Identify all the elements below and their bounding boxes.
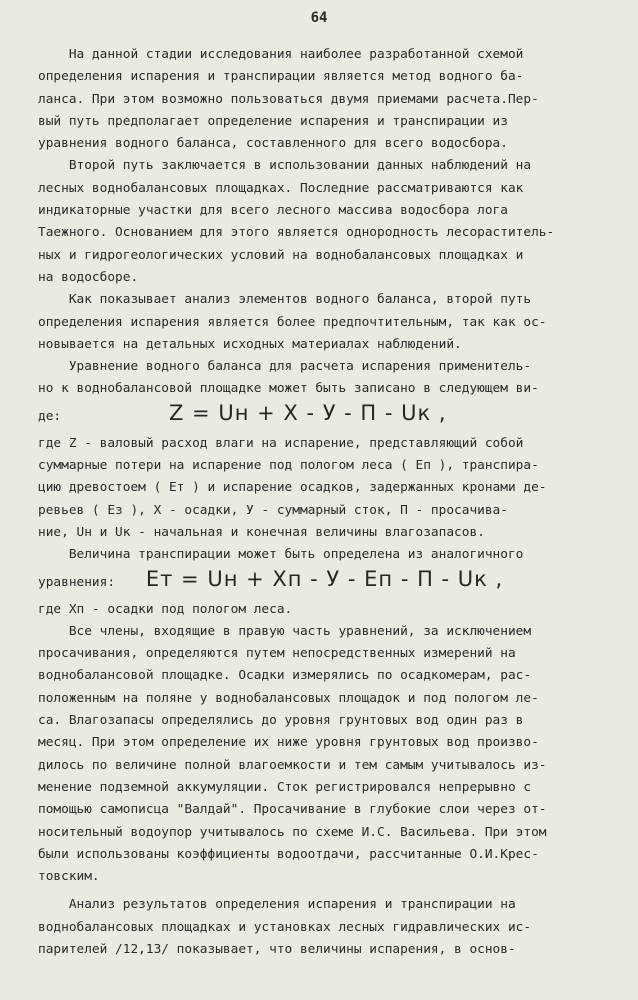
text-line: месяц. При этом определение их ниже уровня грунтовых вод произво- <box>38 735 539 751</box>
text-line: воднобалансовой площадке. Осадки измерялись по осадкомерам, рас- <box>38 668 532 684</box>
text-line: ных и гидрогеологических условий на воднобалансовых площадках и <box>38 247 524 263</box>
text-line: товским. <box>38 869 100 885</box>
text-line: Величина транспирации может быть определена из аналогичного <box>38 547 524 563</box>
text-line: где Хп - осадки под пологом леса. <box>38 601 293 617</box>
equation-prefix: уравнения: <box>38 574 116 590</box>
text-line: менение подземной аккумуляции. Сток регистрировался непрерывно с <box>38 779 532 795</box>
text-line: ревьев ( Ез ), Х - осадки, У - суммарный сток, П - просачива- <box>38 502 508 518</box>
text-line: дилось по величине полной влагоемкости и тем самым учитывалось из- <box>38 757 547 773</box>
text-line: ланса. При этом возможно пользоваться двумя приемами расчета.Пер- <box>38 91 539 107</box>
text-line: были использованы коэффициенты водоотдачи, рассчитанные О.И.Крес- <box>38 846 539 862</box>
text-line: цию древостоем ( Ет ) и испарение осадков, задержанных кронами де- <box>38 480 547 496</box>
text-line: суммарные потери на испарение под пологом леса ( Еп ), транспира- <box>38 458 539 474</box>
equation-formula: Z = Uн + X - У - П - Uк , <box>169 400 447 425</box>
text-line: Анализ результатов определения испарения и транспирации на <box>38 897 516 913</box>
text-line: просачивания, определяются путем непосредственных измерений на <box>38 646 516 662</box>
text-line: вый путь предполагает определение испарения и транспирации из <box>38 113 508 129</box>
page-number: 64 <box>310 10 328 26</box>
text-line: лесных воднобалансовых площадках. Последние рассматриваются как <box>38 180 524 196</box>
equation-formula: Ет = Uн + Xп - У - Еп - П - Uк , <box>145 566 504 591</box>
text-line: где Z - валовый расход влаги на испарение, представляющий собой <box>38 435 524 451</box>
equation-evaporation <box>38 401 600 433</box>
text-line: новывается на детальных исходных материалах наблюдений. <box>38 336 462 352</box>
text-line: На данной стадии исследования наиболее разработанной схемой <box>38 47 524 62</box>
equation-prefix: де: <box>38 408 62 424</box>
text-line: Второй путь заключается в использовании данных наблюдений на <box>38 158 532 174</box>
document-body <box>38 44 600 961</box>
text-line: определения испарения является более предпочтительным, так как ос- <box>38 314 547 330</box>
text-line: Таежного. Основанием для этого является однородность лесораститель- <box>38 225 555 241</box>
text-line: но к воднобалансовой площадке может быть записано в следующем ви- <box>38 381 539 397</box>
text-line: са. Влагозапасы определялись до уровня грунтовых вод один раз в <box>38 713 524 729</box>
text-line: Все члены, входящие в правую часть уравнений, за исключением <box>38 623 532 639</box>
text-line: парителей /12,13/ показывает, что величины испарения, в основ- <box>38 941 516 957</box>
text-line: Уравнение водного баланса для расчета испарения применитель- <box>38 359 532 375</box>
equation-transpiration <box>38 567 600 599</box>
text-line: определения испарения и транспирации является метод водного ба- <box>38 69 524 85</box>
text-line: положенным на поляне у воднобалансовых площадок и под пологом ле- <box>38 690 539 706</box>
text-line: уравнения водного баланса, составленного для всего водосбора. <box>38 136 508 152</box>
text-line: помощью самописца "Валдай". Просачивание в глубокие слои через от- <box>38 802 547 818</box>
text-line: ние, Uн и Uк - начальная и конечная величины влагозапасов. <box>38 524 485 540</box>
text-line: воднобалансовых площадках и установках лесных гидравлических ис- <box>38 919 532 935</box>
text-line: индикаторные участки для всего лесного массива водосбора лога <box>38 203 508 219</box>
text-line: на водосборе. <box>38 269 139 285</box>
text-line: Как показывает анализ элементов водного баланса, второй путь <box>38 292 532 308</box>
text-line: носительный водоупор учитывалось по схеме И.С. Васильева. При этом <box>38 824 547 840</box>
